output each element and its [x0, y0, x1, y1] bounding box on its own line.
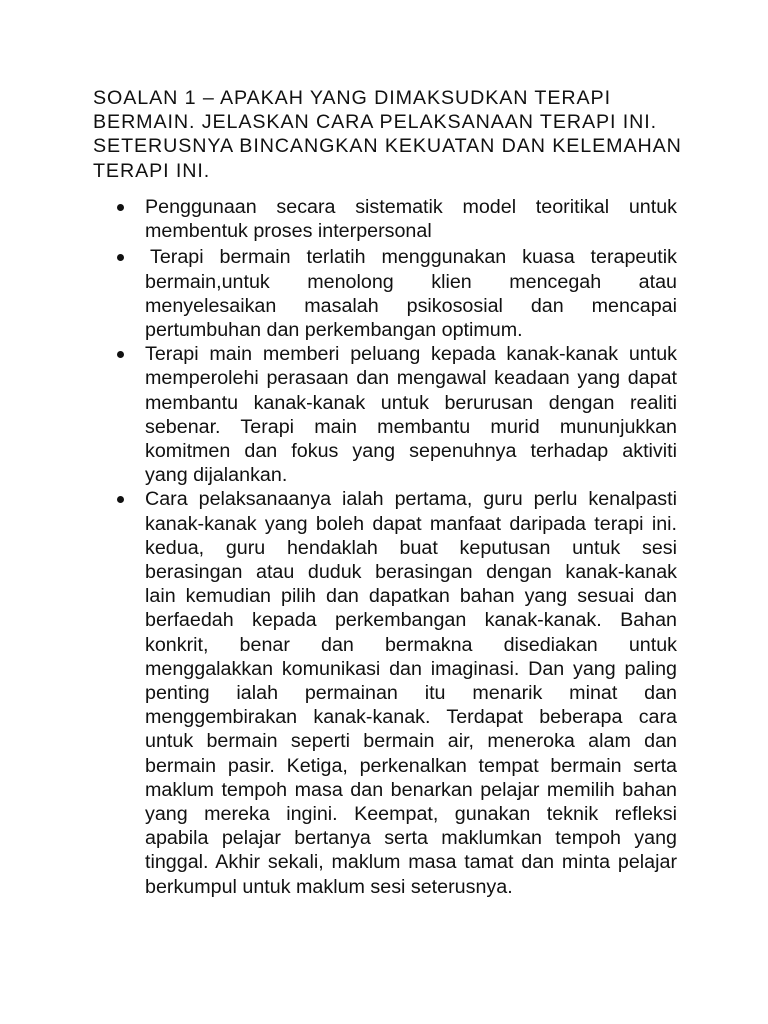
text-line: yang dijalankan.	[145, 464, 288, 487]
text-line: berasingan atau duduk berasingan dengan kanak-kanak	[145, 561, 677, 584]
heading-line: BERMAIN. JELASKAN CARA PELAKSANAAN TERAPI INI.	[93, 111, 658, 134]
question-heading	[93, 86, 713, 183]
text-line: berkumpul untuk maklum sesi seterusnya.	[145, 875, 513, 898]
bullet-item-1	[145, 195, 677, 243]
text-line: memperolehi perasaan dan mengawal keadaan yang dapat	[145, 367, 677, 390]
text-line: apabila pelajar bertanya serta maklumkan tempoh yang	[145, 827, 677, 850]
text-line: lain kemudian pilih dan dapatkan bahan yang sesuai dan	[145, 585, 677, 608]
text-line: sebenar. Terapi main membantu murid mununjukkan	[145, 415, 677, 438]
text-line: untuk bermain seperti bermain air, meneroka alam dan	[145, 730, 677, 753]
text-line: maklum tempoh masa dan benarkan pelajar memilih bahan	[145, 778, 677, 801]
bullet-marker	[117, 254, 124, 261]
text-line: konkrit, benar dan bermakna disediakan untuk	[145, 633, 677, 656]
heading-line: SETERUSNYA BINCANGKAN KEKUATAN DAN KELEMAHAN	[93, 135, 682, 158]
text-line: kedua, guru hendaklah buat keputusan untuk sesi	[145, 536, 677, 559]
bullet-marker	[117, 204, 124, 211]
bullet-marker	[117, 351, 124, 358]
text-line: menggalakkan komunikasi dan imaginasi. Dan yang paling	[145, 657, 677, 680]
text-line: Penggunaan secara sistematik model teoritikal untuk	[145, 196, 677, 218]
text-line: komitmen dan fokus yang sepenuhnya terhadap aktiviti	[145, 440, 677, 463]
text-line: Terapi main memberi peluang kepada kanak-kanak untuk	[145, 343, 677, 366]
text-line: bermain,untuk menolong klien mencegah atau	[145, 270, 677, 293]
text-line: membantu kanak-kanak untuk berurusan dengan realiti	[145, 391, 677, 414]
text-line: Cara pelaksanaanya ialah pertama, guru perlu kenalpasti	[145, 488, 677, 511]
text-line: penting ialah permainan itu menarik minat dan	[145, 682, 677, 705]
text-line: menyelesaikan masalah psikososial dan mencapai	[145, 294, 677, 317]
text-line: bermain pasir. Ketiga, perkenalkan tempat bermain serta	[145, 754, 677, 777]
text-line: tinggal. Akhir sekali, maklum masa tamat dan minta pelajar	[145, 851, 677, 874]
bullet-item-4	[145, 487, 677, 898]
text-line: membentuk proses interpersonal	[145, 220, 432, 243]
text-line: kanak-kanak yang boleh dapat manfaat daripada terapi ini.	[145, 512, 677, 535]
bullet-item-3	[145, 342, 677, 487]
text-line: menggembirakan kanak-kanak. Terdapat beberapa cara	[145, 706, 677, 729]
text-line: pertumbuhan dan perkembangan optimum.	[145, 319, 523, 342]
text-line: yang mereka ingini. Keempat, gunakan teknik refleksi	[145, 803, 677, 826]
text-line: berfaedah kepada perkembangan kanak-kanak. Bahan	[145, 609, 677, 632]
heading-line: TERAPI INI.	[93, 159, 211, 182]
bullet-list	[0, 195, 768, 899]
bullet-item-2	[145, 245, 677, 342]
heading-line: SOALAN 1 – APAKAH YANG DIMAKSUDKAN TERAPI	[93, 87, 611, 109]
bullet-marker	[117, 496, 124, 503]
text-line: Terapi bermain terlatih menggunakan kuasa terapeutik	[150, 246, 677, 269]
